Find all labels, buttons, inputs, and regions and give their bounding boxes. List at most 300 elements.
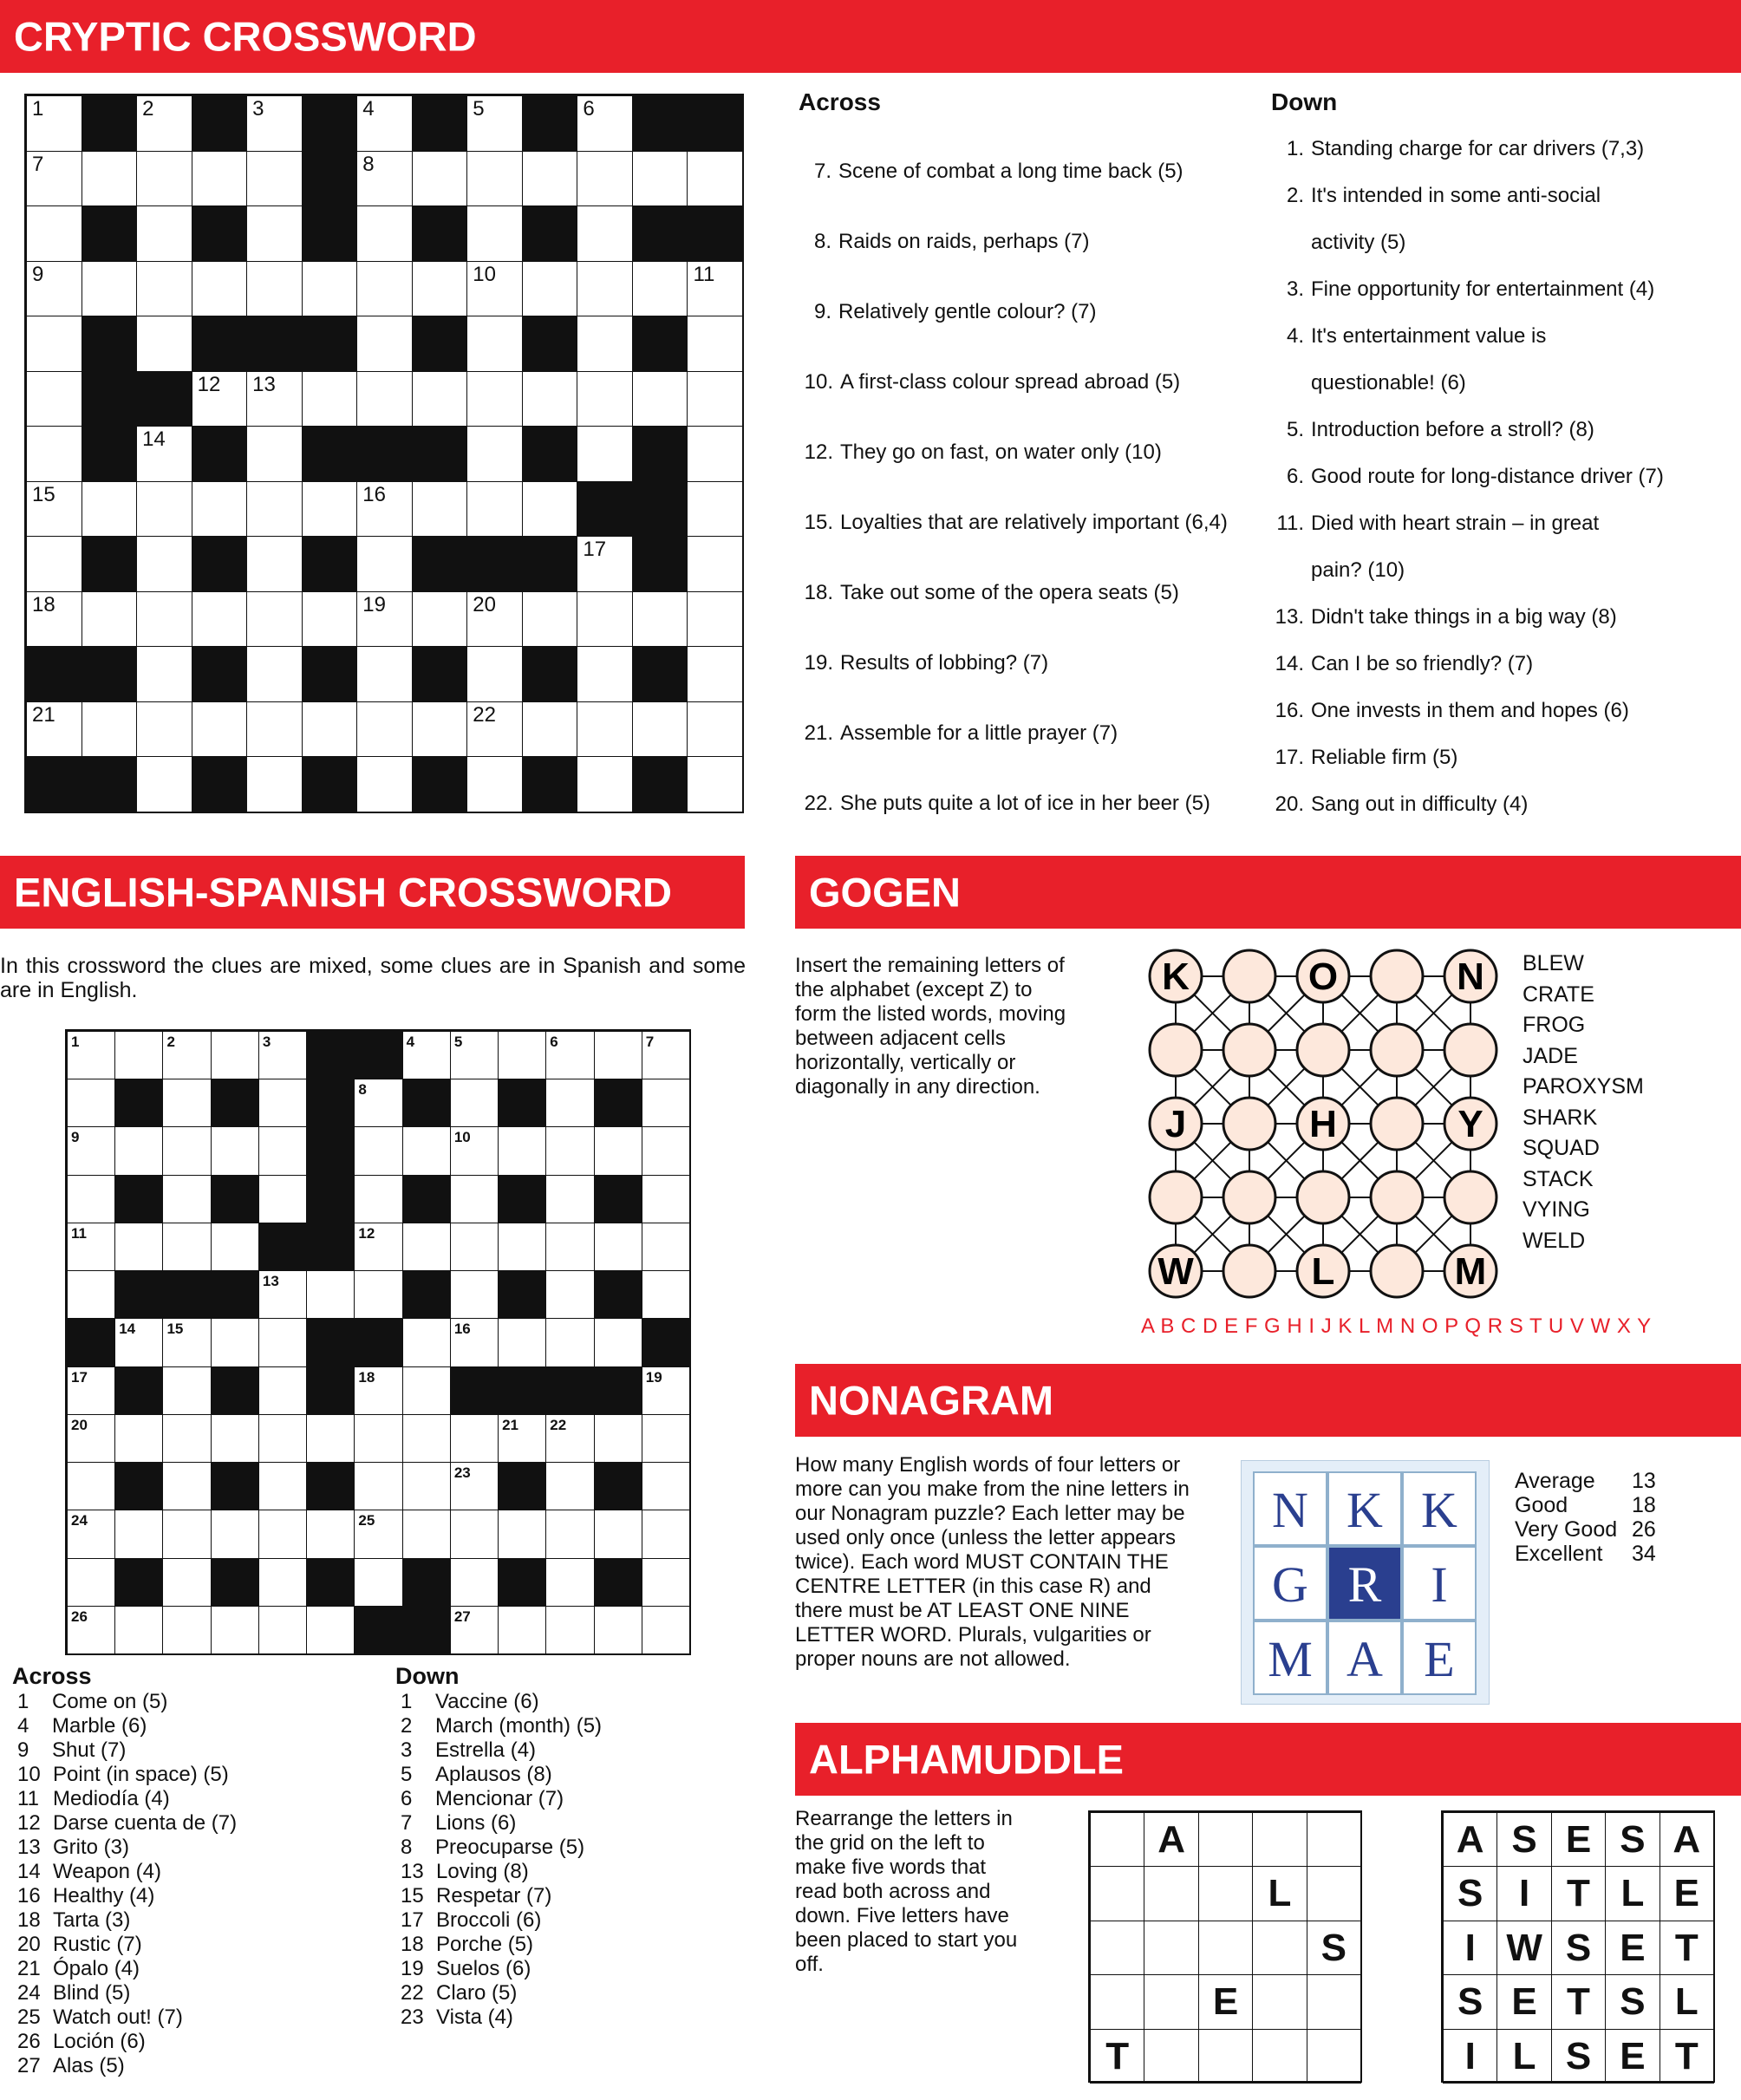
grid-cell[interactable] xyxy=(302,701,358,758)
grid-cell[interactable] xyxy=(356,316,413,372)
grid-cell[interactable] xyxy=(577,756,633,812)
grid-cell[interactable] xyxy=(67,1414,115,1463)
grid-cell[interactable] xyxy=(642,1031,690,1079)
gogen-cell[interactable] xyxy=(1223,950,1275,1002)
alphamuddle-cell[interactable] xyxy=(1307,2029,1361,2084)
grid-cell[interactable] xyxy=(412,151,468,207)
gogen-cell[interactable] xyxy=(1371,950,1423,1002)
grid-cell[interactable] xyxy=(246,646,303,702)
alphamuddle-cell[interactable] xyxy=(1090,1866,1144,1921)
grid-cell[interactable] xyxy=(402,1462,451,1510)
grid-cell[interactable] xyxy=(67,1079,115,1127)
alphamuddle-cell[interactable]: I xyxy=(1443,1921,1497,1975)
grid-cell[interactable] xyxy=(412,481,468,538)
alphamuddle-cell[interactable]: I xyxy=(1443,2029,1497,2084)
alphamuddle-cell[interactable]: L xyxy=(1605,1866,1659,1921)
grid-cell[interactable] xyxy=(162,1031,211,1079)
grid-cell[interactable] xyxy=(136,701,192,758)
grid-cell[interactable] xyxy=(246,756,303,812)
grid-cell[interactable] xyxy=(642,1462,690,1510)
grid-cell[interactable] xyxy=(412,591,468,648)
grid-cell[interactable] xyxy=(136,151,192,207)
alphamuddle-cell[interactable]: E xyxy=(1605,2029,1659,2084)
grid-cell[interactable] xyxy=(594,1510,642,1558)
grid-cell[interactable] xyxy=(82,591,138,648)
grid-cell[interactable] xyxy=(114,1318,163,1366)
grid-cell[interactable] xyxy=(466,701,523,758)
grid-cell[interactable] xyxy=(258,1031,307,1079)
grid-cell[interactable] xyxy=(246,426,303,482)
grid-cell[interactable] xyxy=(577,95,633,152)
grid-cell[interactable] xyxy=(26,95,82,152)
grid-cell[interactable] xyxy=(192,591,248,648)
alphamuddle-cell[interactable] xyxy=(1307,1866,1361,1921)
grid-cell[interactable] xyxy=(545,1270,594,1319)
grid-cell[interactable] xyxy=(498,1606,546,1654)
grid-cell[interactable] xyxy=(632,591,688,648)
grid-cell[interactable] xyxy=(67,1031,115,1079)
grid-cell[interactable] xyxy=(412,701,468,758)
grid-cell[interactable] xyxy=(466,316,523,372)
grid-cell[interactable] xyxy=(642,1558,690,1607)
grid-cell[interactable] xyxy=(642,1126,690,1175)
grid-cell[interactable] xyxy=(258,1366,307,1415)
grid-cell[interactable] xyxy=(642,1270,690,1319)
grid-cell[interactable] xyxy=(687,316,743,372)
grid-cell[interactable] xyxy=(450,1223,499,1271)
grid-cell[interactable] xyxy=(354,1558,402,1607)
grid-cell[interactable] xyxy=(594,1126,642,1175)
grid-cell[interactable] xyxy=(26,426,82,482)
grid-cell[interactable] xyxy=(67,1606,115,1654)
grid-cell[interactable] xyxy=(246,481,303,538)
alphamuddle-cell[interactable]: T xyxy=(1090,2029,1144,2084)
grid-cell[interactable] xyxy=(642,1510,690,1558)
grid-cell[interactable] xyxy=(67,1126,115,1175)
grid-cell[interactable] xyxy=(545,1223,594,1271)
grid-cell[interactable] xyxy=(354,1462,402,1510)
grid-cell[interactable] xyxy=(162,1318,211,1366)
grid-cell[interactable] xyxy=(498,1126,546,1175)
grid-cell[interactable] xyxy=(26,151,82,207)
grid-cell[interactable] xyxy=(211,1126,259,1175)
grid-cell[interactable] xyxy=(354,1414,402,1463)
alphamuddle-cell[interactable] xyxy=(1198,2029,1253,2084)
alphamuddle-cell[interactable] xyxy=(1307,1974,1361,2029)
alphamuddle-cell[interactable]: L xyxy=(1252,1866,1307,1921)
grid-cell[interactable] xyxy=(211,1606,259,1654)
grid-cell[interactable] xyxy=(136,756,192,812)
grid-cell[interactable] xyxy=(82,481,138,538)
alphamuddle-cell[interactable] xyxy=(1144,1921,1198,1975)
grid-cell[interactable] xyxy=(498,1031,546,1079)
alphamuddle-cell[interactable]: A xyxy=(1144,1812,1198,1867)
grid-cell[interactable] xyxy=(687,151,743,207)
grid-cell[interactable] xyxy=(412,371,468,427)
alphamuddle-cell[interactable]: S xyxy=(1443,1974,1497,2029)
grid-cell[interactable] xyxy=(114,1223,163,1271)
grid-cell[interactable] xyxy=(466,371,523,427)
grid-cell[interactable] xyxy=(466,756,523,812)
grid-cell[interactable] xyxy=(632,371,688,427)
grid-cell[interactable] xyxy=(162,1366,211,1415)
grid-cell[interactable] xyxy=(356,756,413,812)
alphamuddle-cell[interactable] xyxy=(1252,1921,1307,1975)
grid-cell[interactable] xyxy=(162,1223,211,1271)
grid-cell[interactable] xyxy=(594,1223,642,1271)
grid-cell[interactable] xyxy=(258,1462,307,1510)
grid-cell[interactable] xyxy=(162,1079,211,1127)
grid-cell[interactable] xyxy=(192,481,248,538)
grid-cell[interactable] xyxy=(114,1031,163,1079)
alphamuddle-cell[interactable]: S xyxy=(1443,1866,1497,1921)
grid-cell[interactable] xyxy=(356,95,413,152)
grid-cell[interactable] xyxy=(466,261,523,317)
grid-cell[interactable] xyxy=(136,481,192,538)
grid-cell[interactable] xyxy=(498,1510,546,1558)
grid-cell[interactable] xyxy=(356,701,413,758)
alphamuddle-cell[interactable] xyxy=(1198,1812,1253,1867)
grid-cell[interactable] xyxy=(632,701,688,758)
grid-cell[interactable] xyxy=(466,591,523,648)
grid-cell[interactable] xyxy=(577,591,633,648)
gogen-cell[interactable] xyxy=(1444,1171,1496,1223)
alphamuddle-cell[interactable]: A xyxy=(1659,1812,1714,1867)
grid-cell[interactable] xyxy=(498,1414,546,1463)
grid-cell[interactable] xyxy=(450,1318,499,1366)
grid-cell[interactable] xyxy=(450,1175,499,1223)
grid-cell[interactable] xyxy=(687,591,743,648)
alphamuddle-cell[interactable]: S xyxy=(1605,1812,1659,1867)
alphamuddle-cell[interactable] xyxy=(1252,1974,1307,2029)
alphamuddle-cell[interactable]: S xyxy=(1551,2029,1606,2084)
grid-cell[interactable] xyxy=(642,1606,690,1654)
grid-cell[interactable] xyxy=(258,1126,307,1175)
grid-cell[interactable] xyxy=(162,1558,211,1607)
grid-cell[interactable] xyxy=(356,646,413,702)
grid-cell[interactable] xyxy=(577,536,633,592)
grid-cell[interactable] xyxy=(402,1414,451,1463)
alphamuddle-cell[interactable]: T xyxy=(1659,1921,1714,1975)
grid-cell[interactable] xyxy=(466,95,523,152)
alphamuddle-cell[interactable] xyxy=(1144,1866,1198,1921)
grid-cell[interactable] xyxy=(211,1414,259,1463)
grid-cell[interactable] xyxy=(136,646,192,702)
gogen-cell[interactable] xyxy=(1297,1171,1349,1223)
grid-cell[interactable] xyxy=(114,1606,163,1654)
grid-cell[interactable] xyxy=(632,151,688,207)
grid-cell[interactable] xyxy=(450,1079,499,1127)
grid-cell[interactable] xyxy=(162,1462,211,1510)
grid-cell[interactable] xyxy=(258,1606,307,1654)
grid-cell[interactable] xyxy=(162,1606,211,1654)
grid-cell[interactable] xyxy=(246,205,303,262)
grid-cell[interactable] xyxy=(522,481,578,538)
grid-cell[interactable] xyxy=(162,1510,211,1558)
grid-cell[interactable] xyxy=(466,646,523,702)
grid-cell[interactable] xyxy=(354,1079,402,1127)
gogen-cell[interactable] xyxy=(1150,1024,1202,1076)
grid-cell[interactable] xyxy=(26,536,82,592)
grid-cell[interactable] xyxy=(211,1318,259,1366)
grid-cell[interactable] xyxy=(402,1126,451,1175)
alphamuddle-cell[interactable] xyxy=(1144,2029,1198,2084)
grid-cell[interactable] xyxy=(545,1318,594,1366)
grid-cell[interactable] xyxy=(402,1510,451,1558)
grid-cell[interactable] xyxy=(26,261,82,317)
grid-cell[interactable] xyxy=(545,1031,594,1079)
grid-cell[interactable] xyxy=(67,1270,115,1319)
gogen-cell[interactable] xyxy=(1371,1098,1423,1150)
grid-cell[interactable] xyxy=(466,426,523,482)
gogen-cell[interactable] xyxy=(1223,1245,1275,1297)
grid-cell[interactable] xyxy=(594,1031,642,1079)
grid-cell[interactable] xyxy=(577,261,633,317)
grid-cell[interactable] xyxy=(642,1079,690,1127)
grid-cell[interactable] xyxy=(545,1126,594,1175)
grid-cell[interactable] xyxy=(594,1606,642,1654)
grid-cell[interactable] xyxy=(354,1175,402,1223)
grid-cell[interactable] xyxy=(26,591,82,648)
grid-cell[interactable] xyxy=(498,1223,546,1271)
grid-cell[interactable] xyxy=(545,1175,594,1223)
grid-cell[interactable] xyxy=(82,151,138,207)
grid-cell[interactable] xyxy=(577,205,633,262)
gogen-cell[interactable] xyxy=(1223,1171,1275,1223)
grid-cell[interactable] xyxy=(450,1462,499,1510)
grid-cell[interactable] xyxy=(522,701,578,758)
gogen-cell[interactable] xyxy=(1150,1171,1202,1223)
grid-cell[interactable] xyxy=(577,371,633,427)
grid-cell[interactable] xyxy=(450,1606,499,1654)
grid-cell[interactable] xyxy=(246,536,303,592)
alphamuddle-cell[interactable]: W xyxy=(1496,1921,1551,1975)
gogen-cell[interactable] xyxy=(1371,1245,1423,1297)
alphamuddle-cell[interactable] xyxy=(1252,1812,1307,1867)
grid-cell[interactable] xyxy=(450,1510,499,1558)
alphamuddle-cell[interactable]: S xyxy=(1496,1812,1551,1867)
grid-cell[interactable] xyxy=(687,426,743,482)
gogen-cell[interactable] xyxy=(1371,1024,1423,1076)
grid-cell[interactable] xyxy=(577,151,633,207)
grid-cell[interactable] xyxy=(354,1223,402,1271)
grid-cell[interactable] xyxy=(258,1558,307,1607)
alphamuddle-cell[interactable]: S xyxy=(1605,1974,1659,2029)
alphamuddle-cell[interactable] xyxy=(1252,2029,1307,2084)
grid-cell[interactable] xyxy=(402,1031,451,1079)
grid-cell[interactable] xyxy=(402,1223,451,1271)
grid-cell[interactable] xyxy=(211,1031,259,1079)
grid-cell[interactable] xyxy=(114,1126,163,1175)
grid-cell[interactable] xyxy=(687,371,743,427)
grid-cell[interactable] xyxy=(450,1558,499,1607)
grid-cell[interactable] xyxy=(136,316,192,372)
grid-cell[interactable] xyxy=(136,591,192,648)
grid-cell[interactable] xyxy=(302,261,358,317)
grid-cell[interactable] xyxy=(466,205,523,262)
grid-cell[interactable] xyxy=(114,1414,163,1463)
grid-cell[interactable] xyxy=(306,1510,355,1558)
grid-cell[interactable] xyxy=(356,481,413,538)
grid-cell[interactable] xyxy=(192,701,248,758)
grid-cell[interactable] xyxy=(246,701,303,758)
grid-cell[interactable] xyxy=(246,261,303,317)
grid-cell[interactable] xyxy=(450,1126,499,1175)
grid-cell[interactable] xyxy=(67,1366,115,1415)
alphamuddle-cell[interactable] xyxy=(1198,1921,1253,1975)
alphamuddle-cell[interactable] xyxy=(1198,1866,1253,1921)
grid-cell[interactable] xyxy=(192,371,248,427)
grid-cell[interactable] xyxy=(258,1510,307,1558)
gogen-cell[interactable] xyxy=(1223,1098,1275,1150)
grid-cell[interactable] xyxy=(306,1414,355,1463)
grid-cell[interactable] xyxy=(354,1126,402,1175)
grid-cell[interactable] xyxy=(258,1270,307,1319)
grid-cell[interactable] xyxy=(522,151,578,207)
grid-cell[interactable] xyxy=(356,151,413,207)
grid-cell[interactable] xyxy=(522,591,578,648)
grid-cell[interactable] xyxy=(356,536,413,592)
grid-cell[interactable] xyxy=(642,1175,690,1223)
alphamuddle-cell[interactable]: E xyxy=(1198,1974,1253,2029)
grid-cell[interactable] xyxy=(594,1414,642,1463)
grid-cell[interactable] xyxy=(687,481,743,538)
grid-cell[interactable] xyxy=(302,371,358,427)
grid-cell[interactable] xyxy=(192,261,248,317)
grid-cell[interactable] xyxy=(114,1510,163,1558)
grid-cell[interactable] xyxy=(642,1414,690,1463)
alphamuddle-cell[interactable]: A xyxy=(1443,1812,1497,1867)
grid-cell[interactable] xyxy=(545,1414,594,1463)
grid-cell[interactable] xyxy=(82,261,138,317)
gogen-cell[interactable] xyxy=(1223,1024,1275,1076)
alphamuddle-cell[interactable]: E xyxy=(1551,1812,1606,1867)
grid-cell[interactable] xyxy=(687,261,743,317)
grid-cell[interactable] xyxy=(498,1318,546,1366)
grid-cell[interactable] xyxy=(545,1510,594,1558)
grid-cell[interactable] xyxy=(466,481,523,538)
grid-cell[interactable] xyxy=(26,371,82,427)
alphamuddle-cell[interactable]: L xyxy=(1496,2029,1551,2084)
grid-cell[interactable] xyxy=(687,756,743,812)
alphamuddle-cell[interactable]: S xyxy=(1307,1921,1361,1975)
grid-cell[interactable] xyxy=(450,1414,499,1463)
alphamuddle-cell[interactable] xyxy=(1090,1921,1144,1975)
gogen-cell[interactable] xyxy=(1297,1024,1349,1076)
grid-cell[interactable] xyxy=(258,1079,307,1127)
grid-cell[interactable] xyxy=(258,1414,307,1463)
grid-cell[interactable] xyxy=(522,371,578,427)
grid-cell[interactable] xyxy=(402,1318,451,1366)
grid-cell[interactable] xyxy=(67,1462,115,1510)
grid-cell[interactable] xyxy=(136,536,192,592)
grid-cell[interactable] xyxy=(577,316,633,372)
alphamuddle-cell[interactable]: E xyxy=(1496,1974,1551,2029)
grid-cell[interactable] xyxy=(67,1510,115,1558)
alphamuddle-cell[interactable]: S xyxy=(1551,1921,1606,1975)
grid-cell[interactable] xyxy=(67,1558,115,1607)
grid-cell[interactable] xyxy=(26,205,82,262)
grid-cell[interactable] xyxy=(594,1318,642,1366)
grid-cell[interactable] xyxy=(577,701,633,758)
grid-cell[interactable] xyxy=(466,151,523,207)
grid-cell[interactable] xyxy=(246,371,303,427)
grid-cell[interactable] xyxy=(246,591,303,648)
alphamuddle-cell[interactable] xyxy=(1307,1812,1361,1867)
alphamuddle-cell[interactable]: E xyxy=(1659,1866,1714,1921)
grid-cell[interactable] xyxy=(522,261,578,317)
grid-cell[interactable] xyxy=(211,1510,259,1558)
grid-cell[interactable] xyxy=(302,591,358,648)
grid-cell[interactable] xyxy=(687,646,743,702)
grid-cell[interactable] xyxy=(642,1366,690,1415)
gogen-cell[interactable] xyxy=(1444,1024,1496,1076)
alphamuddle-cell[interactable]: L xyxy=(1659,1974,1714,2029)
grid-cell[interactable] xyxy=(306,1606,355,1654)
grid-cell[interactable] xyxy=(354,1366,402,1415)
alphamuddle-cell[interactable]: T xyxy=(1659,2029,1714,2084)
grid-cell[interactable] xyxy=(545,1462,594,1510)
grid-cell[interactable] xyxy=(412,261,468,317)
grid-cell[interactable] xyxy=(26,316,82,372)
grid-cell[interactable] xyxy=(162,1414,211,1463)
gogen-cell[interactable] xyxy=(1371,1171,1423,1223)
grid-cell[interactable] xyxy=(354,1510,402,1558)
grid-cell[interactable] xyxy=(450,1270,499,1319)
grid-cell[interactable] xyxy=(356,261,413,317)
grid-cell[interactable] xyxy=(402,1366,451,1415)
grid-cell[interactable] xyxy=(192,151,248,207)
grid-cell[interactable] xyxy=(632,261,688,317)
grid-cell[interactable] xyxy=(258,1318,307,1366)
grid-cell[interactable] xyxy=(162,1126,211,1175)
grid-cell[interactable] xyxy=(356,205,413,262)
alphamuddle-cell[interactable] xyxy=(1090,1974,1144,2029)
grid-cell[interactable] xyxy=(687,536,743,592)
grid-cell[interactable] xyxy=(545,1079,594,1127)
alphamuddle-cell[interactable]: T xyxy=(1551,1866,1606,1921)
grid-cell[interactable] xyxy=(246,151,303,207)
grid-cell[interactable] xyxy=(67,1175,115,1223)
grid-cell[interactable] xyxy=(211,1223,259,1271)
grid-cell[interactable] xyxy=(687,701,743,758)
grid-cell[interactable] xyxy=(82,701,138,758)
grid-cell[interactable] xyxy=(577,646,633,702)
grid-cell[interactable] xyxy=(356,591,413,648)
grid-cell[interactable] xyxy=(246,95,303,152)
grid-cell[interactable] xyxy=(545,1606,594,1654)
grid-cell[interactable] xyxy=(162,1175,211,1223)
grid-cell[interactable] xyxy=(577,426,633,482)
grid-cell[interactable] xyxy=(302,481,358,538)
grid-cell[interactable] xyxy=(136,205,192,262)
grid-cell[interactable] xyxy=(356,371,413,427)
grid-cell[interactable] xyxy=(258,1175,307,1223)
alphamuddle-cell[interactable]: T xyxy=(1551,1974,1606,2029)
grid-cell[interactable] xyxy=(26,481,82,538)
grid-cell[interactable] xyxy=(67,1223,115,1271)
grid-cell[interactable] xyxy=(545,1558,594,1607)
grid-cell[interactable] xyxy=(306,1270,355,1319)
grid-cell[interactable] xyxy=(136,426,192,482)
grid-cell[interactable] xyxy=(642,1223,690,1271)
alphamuddle-cell[interactable]: E xyxy=(1605,1921,1659,1975)
grid-cell[interactable] xyxy=(26,701,82,758)
alphamuddle-cell[interactable] xyxy=(1090,1812,1144,1867)
alphamuddle-cell[interactable] xyxy=(1144,1974,1198,2029)
grid-cell[interactable] xyxy=(354,1270,402,1319)
grid-cell[interactable] xyxy=(136,261,192,317)
